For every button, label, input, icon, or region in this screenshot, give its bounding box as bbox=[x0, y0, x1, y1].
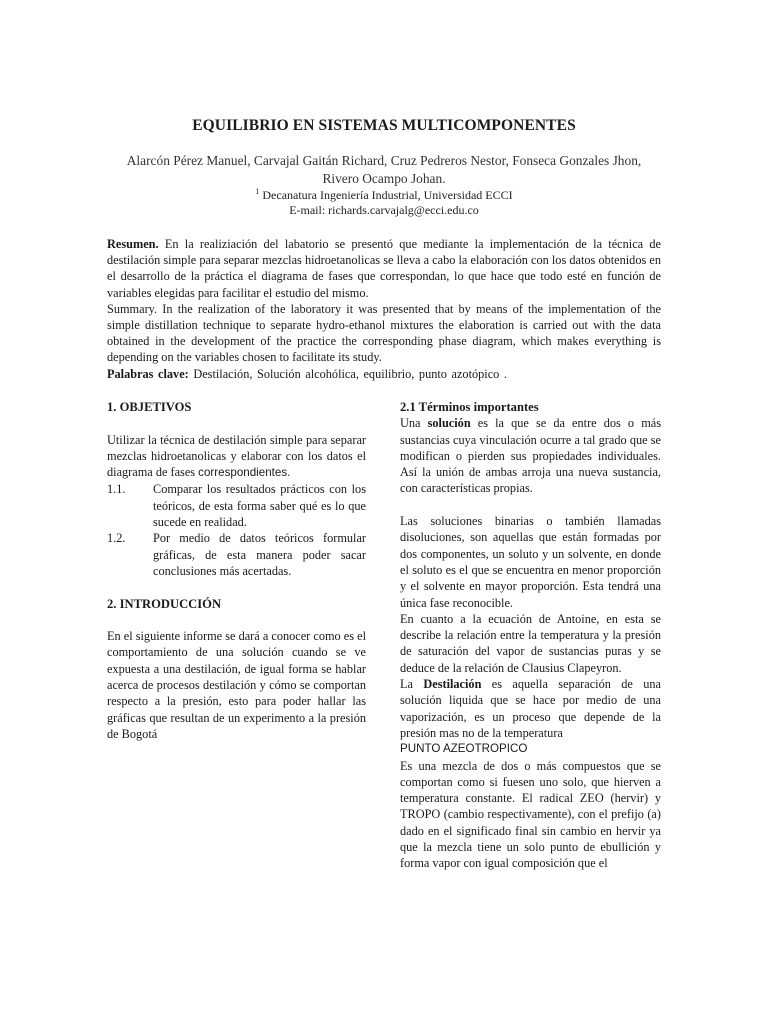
section-heading-terminos: 2.1 Términos importantes bbox=[400, 400, 539, 414]
left-column bbox=[107, 399, 366, 742]
solucion-lead: Una bbox=[400, 416, 428, 431]
abstract bbox=[107, 236, 661, 382]
list-item-text: Comparar los resultados prácticos con los teóricos, de esta forma saber qué es lo que sucede en realidad. bbox=[153, 482, 366, 530]
list-item-number: 1.2. bbox=[107, 531, 126, 546]
keywords-label: Palabras clave: bbox=[107, 366, 189, 381]
summary-paragraph: Summary. In the realization of the laboratory it was presented that by means of the implementation of the simple distillation technique to separate hydro-ethanol mixtures the elaboration is carried out with the data obtained in the development of the practice the corresponding phase diagram, which makes everything is depending on the variables chosen to facilitate its study. bbox=[107, 301, 661, 365]
section-heading-introduccion: 2. INTRODUCCIÓN bbox=[107, 596, 222, 611]
right-column bbox=[400, 399, 661, 872]
author-list: Alarcón Pérez Manuel, Carvajal Gaitán Richard, Cruz Pedreros Nestor, Fonseca Gonzales Jhon, Rivero Ocampo Johan. bbox=[126, 153, 642, 186]
resumen-text: En la realiziación del labatorio se presentó que mediante la implementación de la técnica de destilación simple para separar mezclas hidroetanolicas se lleva a cabo la elaboración con los datos obtenidos en el desarrollo de la práctica el diagrama de fases que correspondan, lo que hace que todo esté en función de variables elegidas para facilitar el estudio del mismo. bbox=[107, 237, 661, 300]
resumen-label: Resumen. bbox=[107, 237, 159, 251]
keywords-text: Destilación, Solución alcohólica, equilibrio, punto azotópico . bbox=[188, 366, 507, 381]
antoine-paragraph: En cuanto a la ecuación de Antoine, en esta se describe la relación entre la temperatura y la presión de saturación del vapor de sustancias puras y se deduce de la relación de Clausius Clapeyron. bbox=[400, 611, 661, 675]
affiliation-marker: 1 bbox=[255, 187, 260, 196]
list-item-number: 1.1. bbox=[107, 482, 126, 497]
destilacion-text: es aquella separación de una solución liquida que se hace por medio de una vaporización, es un proceso que depende de la presión mas no de la temperatura bbox=[400, 677, 661, 740]
solucion-text: es la que se da entre dos o más sustancias cuya vinculación ocurre a tal grado que se modifican o pierden sus propiedades individuales. Así la unión de ambas arroja una nueva sustancia, con características propias. bbox=[400, 416, 662, 496]
list-item-text: Por medio de datos teóricos formular gráficas, de esta manera poder sacar conclusiones más acertadas. bbox=[153, 531, 366, 578]
contact-email: E-mail: richards.carvajalg@ecci.edu.co bbox=[289, 203, 479, 217]
objetivos-intro-text: Utilizar la técnica de destilación simple para separar mezclas hidroetanolicas y elaborar con los datos el diagrama de fases bbox=[107, 432, 366, 480]
section-heading-objetivos: 1. OBJETIVOS bbox=[107, 400, 192, 414]
introduccion-paragraph: En el siguiente informe se dará a conocer como es el comportamiento de una solución cuando se ve expuesta a una destilación, de igual forma se hablar acerca de procesos destilación y cómo se comportan respecto a la presión, esto para poder hallar las gráficas que resultan de un experimento a la presión de Bogotá bbox=[107, 629, 366, 741]
affiliation-text: Decanatura Ingeniería Industrial, Universidad ECCI bbox=[259, 188, 513, 202]
objetivos-intro bbox=[107, 432, 366, 482]
paper-title: EQUILIBRIO EN SISTEMAS MULTICOMPONENTES bbox=[192, 117, 576, 134]
keywords-paragraph bbox=[107, 366, 661, 382]
destilacion-term: Destilación bbox=[423, 677, 482, 692]
destilacion-lead: La bbox=[400, 677, 424, 692]
azeotropico-paragraph: Es una mezcla de dos o más compuestos que se comportan como si fuesen uno solo, que hierven a temperatura constante. El radical ZEO (hervir) y TROPO (cambio respectivamente), con el prefijo (a) dado en el significado final sin cambio en hervir ya que la mezcla tiene un solo punto de ebullición y forma vapor con igual composición que el bbox=[400, 758, 661, 871]
list-item bbox=[107, 530, 366, 579]
soluciones-binarias-paragraph: Las soluciones binarias o también llamadas disoluciones, son aquellas que están formadas por dos componentes, un soluto y un solvente, en donde el soluto es el que se encuentra en menor proporción y el solvente en mayor proporción. Esta tendrá una única fase reconocible. bbox=[400, 514, 661, 610]
objetivos-intro-end: correspondientes. bbox=[198, 466, 291, 480]
list-item bbox=[107, 481, 366, 530]
azeotropico-heading: PUNTO AZEOTROPICO bbox=[400, 742, 528, 756]
destilacion-paragraph bbox=[400, 676, 661, 741]
resumen-paragraph bbox=[107, 236, 661, 301]
solucion-paragraph bbox=[400, 415, 661, 496]
affiliation bbox=[0, 187, 768, 203]
solucion-term: solución bbox=[427, 416, 471, 431]
